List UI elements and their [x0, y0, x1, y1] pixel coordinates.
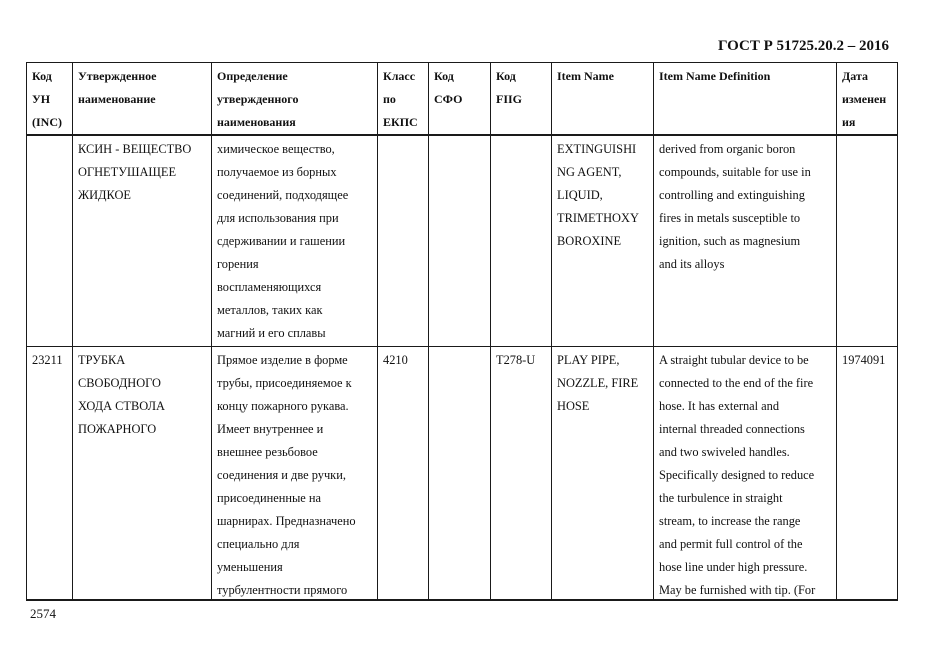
cell-sfo-code	[429, 135, 491, 346]
document-code: ГОСТ Р 51725.20.2 – 2016	[717, 38, 889, 54]
cell-change-date: 1974091	[837, 346, 898, 600]
cell-definition: химическое вещество, получаемое из борных соединений, подходящее для использования при сдерживании и гашении горения воспламеняющихся металлов, таких как магний и его сплавы	[212, 135, 378, 346]
cell-inc: 23211	[27, 346, 73, 600]
cell-item-name-definition-text: A straight tubular device to be connected to the end of the fire hose. It has external and internal threaded connections and two swiveled handles. Specifically designed to reduce the turbulence in straight stream, to increase the range and permit full control of the hose line under high pressure. May be furnished with tip. (For	[659, 352, 816, 597]
cell-ekps-class: 4210	[378, 346, 429, 600]
column-header-ekps-class: Класс по ЕКПС	[378, 63, 429, 136]
cell-ekps-class	[378, 135, 429, 346]
cell-approved-name: ТРУБКА СВОБОДНОГО ХОДА СТВОЛА ПОЖАРНОГО	[73, 346, 212, 600]
cell-change-date	[837, 135, 898, 346]
column-header-sfo-code: Код СФО	[429, 63, 491, 136]
cell-sfo-code	[429, 346, 491, 600]
cell-item-name-definition: derived from organic boron compounds, suitable for use in controlling and extinguishing fires in metals susceptible to ignition, such as magnesium and its alloys	[654, 135, 837, 346]
column-header-approved-name: Утвержденное наименование	[73, 63, 212, 136]
column-header-fiig-code: Код FIIG	[491, 63, 552, 136]
column-header-item-name-definition: Item Name Definition	[654, 63, 837, 136]
cell-fiig-code	[491, 135, 552, 346]
page-number: 2574	[30, 606, 56, 621]
cell-definition-text: Прямое изделие в форме трубы, присоединяемое к концу пожарного рукава. Имеет внутреннее и внешнее резьбовое соединения и две ручки, присоединенные на шарнирах. Предназначено специально для уменьшения турбулентности прямого	[217, 352, 356, 597]
column-header-definition: Определение утвержденного наименования	[212, 63, 378, 136]
cell-approved-name: КСИН - ВЕЩЕСТВО ОГНЕТУШАЩЕЕ ЖИДКОЕ	[73, 135, 212, 346]
cell-item-name: EXTINGUISHI NG AGENT, LIQUID, TRIMETHOXY BOROXINE	[552, 135, 654, 346]
data-table	[26, 62, 898, 601]
column-header-inc: Код УН (INC)	[27, 63, 73, 136]
column-header-change-date: Дата изменен ия	[837, 63, 898, 136]
cell-fiig-code: T278-U	[491, 346, 552, 600]
header-row	[27, 63, 898, 136]
column-header-item-name: Item Name	[552, 63, 654, 136]
cell-item-name: PLAY PIPE, NOZZLE, FIRE HOSE	[552, 346, 654, 600]
table-row	[27, 135, 898, 346]
table-row	[27, 346, 898, 600]
cell-item-name-definition	[654, 346, 837, 600]
cell-definition	[212, 346, 378, 600]
cell-inc	[27, 135, 73, 346]
